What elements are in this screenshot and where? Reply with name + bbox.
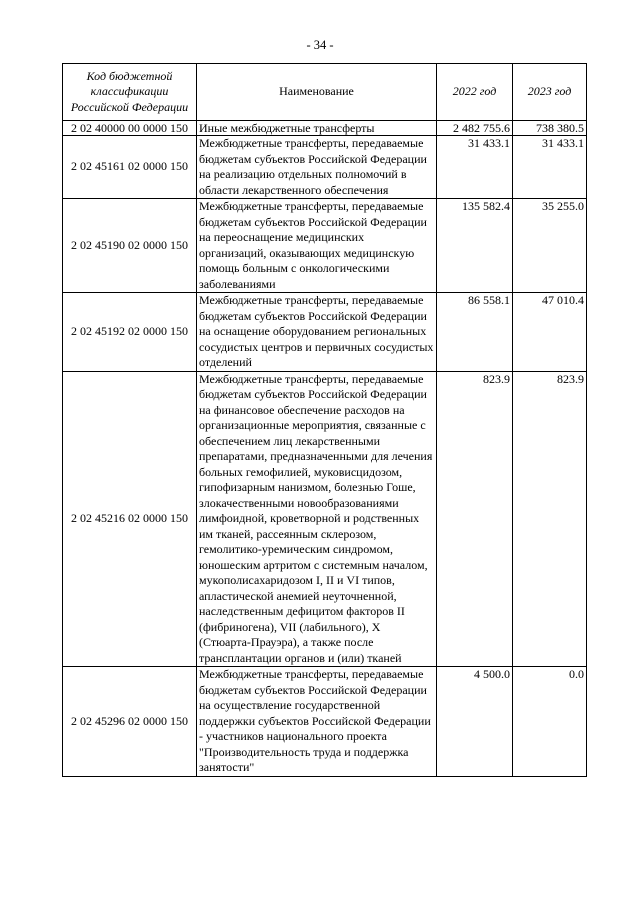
header-year-2023: 2023 год (513, 64, 587, 121)
row-value-2023: 823.9 (513, 371, 587, 667)
table-row (63, 293, 587, 372)
page-number: - 34 - (306, 38, 334, 52)
row-code: 2 02 45192 02 0000 150 (63, 293, 197, 372)
row-value-2023: 738 380.5 (513, 121, 587, 136)
row-value-2022: 4 500.0 (437, 667, 513, 777)
row-name: Межбюджетные трансферты, передаваемые бюджетам субъектов Российской Федерации на реализацию отдельных полномочий в области лекарственного обеспечения (197, 136, 437, 199)
row-value-2022: 86 558.1 (437, 293, 513, 372)
row-name: Межбюджетные трансферты, передаваемые бюджетам субъектов Российской Федерации на осуществление государственной поддержки субъектов Российской Федерации - участников национального проекта "Производительность труда и поддержка занятости" (197, 667, 437, 777)
row-name: Иные межбюджетные трансферты (197, 121, 437, 136)
header-code: Код бюджетной классификации Российской Федерации (63, 64, 197, 121)
row-value-2022: 823.9 (437, 371, 513, 667)
table-row (63, 667, 587, 777)
row-value-2023: 47 010.4 (513, 293, 587, 372)
table-row (63, 136, 587, 199)
row-value-2022: 2 482 755.6 (437, 121, 513, 136)
row-code: 2 02 40000 00 0000 150 (63, 121, 197, 136)
row-name: Межбюджетные трансферты, передаваемые бюджетам субъектов Российской Федерации на финансовое обеспечение расходов на организационные мероприятия, связанные с обеспечением лиц лекарственными препаратами, предназначенными для лечения больных гемофилией, муковисцидозом, гипофизарным нанизмом, болезнью Гоше, злокачественными новообразованиями лимфоидной, кроветворной и родственных им тканей, рассеянным склерозом, гемолитико-уремическим синдромом, юношеским артритом с системным началом, мукополисахаридозом I, II и VI типов, апластической анемией неуточненной, наследственным дефицитом факторов II (фибриногена), VII (лабильного), X (Стюарта-Прауэра), а также после трансплантации органов и (или) тканей (197, 371, 437, 667)
row-code: 2 02 45296 02 0000 150 (63, 667, 197, 777)
row-value-2022: 31 433.1 (437, 136, 513, 199)
row-value-2023: 35 255.0 (513, 199, 587, 293)
row-name: Межбюджетные трансферты, передаваемые бюджетам субъектов Российской Федерации на переоснащение медицинских организаций, оказывающих медицинскую помощь больным с онкологическими заболеваниями (197, 199, 437, 293)
row-code: 2 02 45216 02 0000 150 (63, 371, 197, 667)
row-value-2022: 135 582.4 (437, 199, 513, 293)
table-row (63, 199, 587, 293)
table-header-row (63, 64, 587, 121)
table-row (63, 371, 587, 667)
row-code: 2 02 45161 02 0000 150 (63, 136, 197, 199)
table-row (63, 121, 587, 136)
row-value-2023: 31 433.1 (513, 136, 587, 199)
row-name: Межбюджетные трансферты, передаваемые бюджетам субъектов Российской Федерации на оснащение оборудованием региональных сосудистых центров и первичных сосудистых отделений (197, 293, 437, 372)
row-code: 2 02 45190 02 0000 150 (63, 199, 197, 293)
header-year-2022: 2022 год (437, 64, 513, 121)
budget-table (62, 63, 587, 777)
header-name: Наименование (197, 64, 437, 121)
row-value-2023: 0.0 (513, 667, 587, 777)
